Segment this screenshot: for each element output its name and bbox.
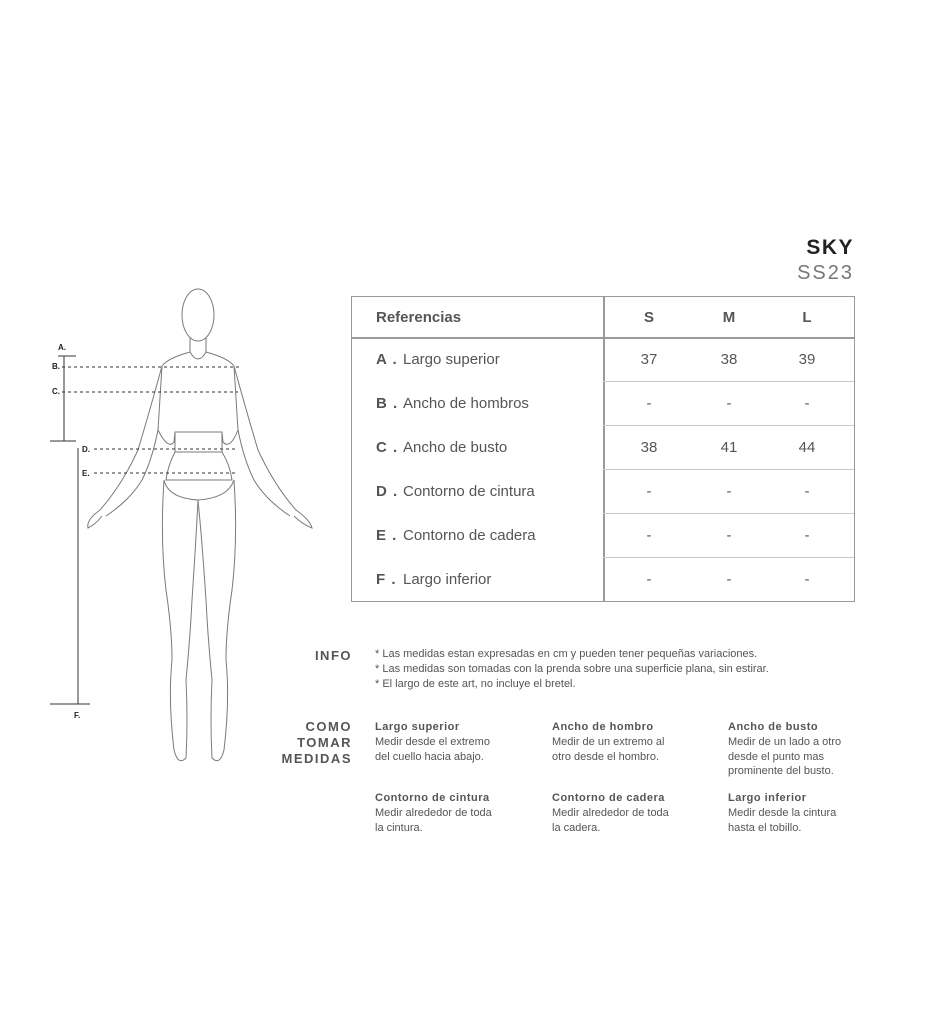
- how-to-desc: Medir alrededor de toda: [375, 807, 492, 819]
- header-size-m: M: [722, 309, 736, 326]
- how-to-item: [375, 792, 540, 835]
- info-note: * Las medidas son tomadas con la prenda sobre una superficie plana, sin estirar.: [375, 663, 769, 675]
- how-to-desc: Medir desde la cintura: [728, 807, 837, 819]
- figure-left-leg: [162, 480, 198, 761]
- how-to-desc: prominente del busto.: [728, 765, 834, 777]
- how-to-desc: otro desde el hombro.: [552, 750, 660, 763]
- row-letter: F .: [376, 571, 397, 588]
- row-label: Largo inferior: [403, 571, 492, 588]
- how-to-desc: hasta el tobillo.: [728, 821, 802, 834]
- measure-label-f: F.: [74, 711, 81, 720]
- figure-right-arm: [234, 366, 312, 528]
- row-letter: E .: [376, 527, 398, 544]
- how-to-title: Contorno de cadera: [552, 792, 665, 804]
- how-to-item: [375, 721, 540, 764]
- cell-s: -: [646, 527, 652, 544]
- header-size-l: L: [802, 309, 812, 326]
- figure-neck: [190, 338, 206, 352]
- cell-s: -: [646, 483, 652, 500]
- cell-l: -: [804, 571, 810, 588]
- figure-bottom: [164, 480, 234, 500]
- measure-label-a: A.: [58, 343, 66, 352]
- measure-label-e: E.: [82, 469, 90, 478]
- cell-m: 38: [720, 351, 738, 368]
- cell-m: 41: [720, 439, 738, 456]
- row-letter: A .: [376, 351, 398, 368]
- table-row-divider: [603, 425, 854, 426]
- figure-left-arm: [88, 366, 162, 528]
- how-to-title: Ancho de busto: [728, 721, 819, 733]
- cell-l: -: [804, 483, 810, 500]
- how-to-title: Contorno de cintura: [375, 792, 490, 804]
- how-to-title: Largo superior: [375, 721, 460, 733]
- figure-waist: [166, 452, 232, 480]
- cell-l: 39: [798, 351, 816, 368]
- how-to-item: [552, 792, 717, 835]
- how-to-desc: Medir de un extremo al: [552, 736, 665, 748]
- row-label: Largo superior: [403, 351, 500, 368]
- header-reference: Referencias: [376, 309, 462, 326]
- row-label: Contorno de cintura: [403, 483, 535, 500]
- table-column-divider: [603, 297, 605, 601]
- cell-l: -: [804, 395, 810, 412]
- table-row-divider: [603, 513, 854, 514]
- row-letter: B .: [376, 395, 399, 412]
- measure-label-b: B.: [52, 362, 60, 371]
- how-to-label-line: MEDIDAS: [281, 751, 352, 766]
- measure-label-d: D.: [82, 445, 90, 454]
- how-to-desc: la cintura.: [375, 821, 423, 834]
- row-label: Contorno de cadera: [403, 527, 536, 544]
- cell-m: -: [726, 527, 732, 544]
- how-to-desc: del cuello hacia abajo.: [375, 750, 484, 763]
- info-note: * Las medidas estan expresadas en cm y pueden tener pequeñas variaciones.: [375, 648, 758, 660]
- body-figure-illustration: [40, 280, 330, 780]
- how-to-desc: Medir desde el extremo: [375, 736, 490, 748]
- cell-l: -: [804, 527, 810, 544]
- cell-s: 38: [640, 439, 658, 456]
- row-label: Ancho de hombros: [403, 395, 529, 412]
- how-to-label-line: COMO: [305, 719, 352, 734]
- row-label: Ancho de busto: [403, 439, 508, 456]
- brand-season: SS23: [797, 262, 854, 284]
- row-letter: D .: [376, 483, 399, 500]
- measure-label-c: C.: [52, 387, 60, 396]
- cell-m: -: [726, 571, 732, 588]
- table-header-divider: [352, 337, 854, 339]
- brand-name: SKY: [806, 236, 854, 259]
- cell-s: -: [646, 571, 652, 588]
- how-to-desc: desde el punto mas: [728, 750, 825, 763]
- how-to-desc: Medir alrededor de toda: [552, 807, 669, 819]
- figure-torso: [158, 352, 238, 444]
- how-to-item: [552, 721, 717, 764]
- cell-s: 37: [640, 351, 658, 368]
- table-row-divider: [603, 381, 854, 382]
- info-note: * El largo de este art, no incluye el bretel.: [375, 678, 576, 690]
- how-to-item: [728, 792, 893, 835]
- how-to-title: Ancho de hombro: [552, 721, 654, 733]
- cell-l: 44: [798, 439, 816, 456]
- row-letter: C .: [376, 439, 399, 456]
- how-to-item: [728, 721, 893, 779]
- cell-m: -: [726, 483, 732, 500]
- table-row-divider: [603, 557, 854, 558]
- how-to-desc: Medir de un lado a otro: [728, 736, 842, 748]
- how-to-title: Largo inferior: [728, 792, 807, 804]
- figure-right-leg: [198, 480, 236, 761]
- header-size-s: S: [643, 309, 654, 326]
- figure-head: [182, 289, 214, 341]
- info-label: INFO: [314, 648, 352, 663]
- how-to-label-line: TOMAR: [297, 735, 352, 750]
- how-to-desc: la cadera.: [552, 821, 601, 834]
- size-table: [351, 296, 855, 602]
- cell-s: -: [646, 395, 652, 412]
- cell-m: -: [726, 395, 732, 412]
- table-row-divider: [603, 469, 854, 470]
